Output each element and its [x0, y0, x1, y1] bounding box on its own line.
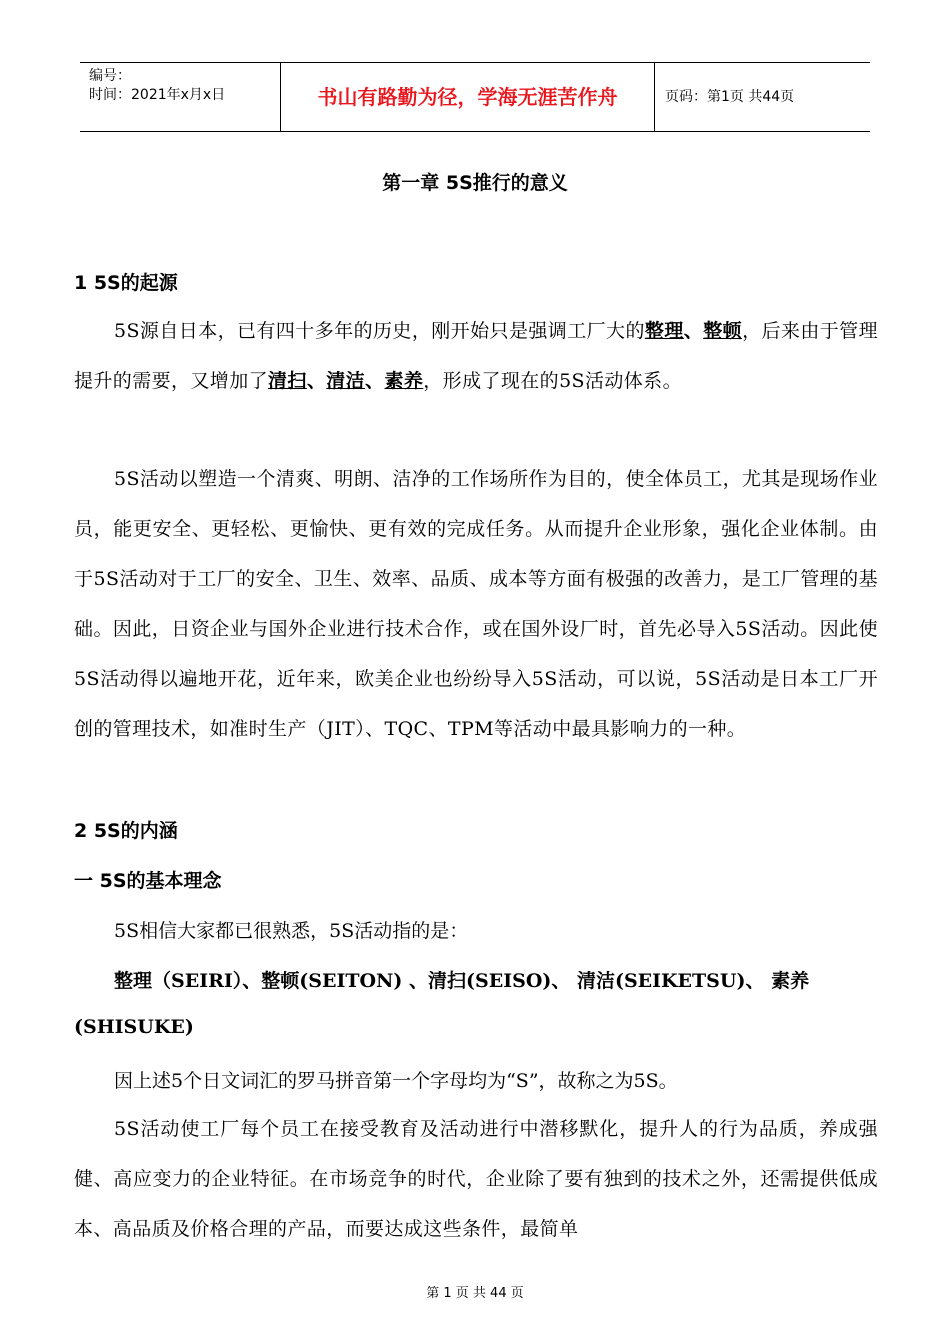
terms-line-2: (SHISUKE)	[74, 1016, 194, 1038]
subsection-heading-basic-concept: 一 5S的基本理念	[74, 870, 222, 892]
term-seiketsu: 清洁	[326, 370, 366, 392]
page-footer: 第 1 页 共 44 页	[426, 1286, 524, 1301]
header-meta-cell	[80, 63, 281, 131]
document-header	[80, 62, 870, 132]
terms-line-1: 整理（SEIRI）、整顿(SEITON) 、清扫(SEISO)、 清洁(SEIKETSU)、 素养	[114, 970, 810, 992]
section-heading-meaning: 2 5S的内涵	[74, 820, 178, 842]
term-shitsuke: 素养	[384, 370, 424, 392]
paragraph-5s-effect: 5S活动使工厂每个员工在接受教育及活动进行中潜移默化，提升人的行为品质，养成强健、高应变力的企业特征。在市场竞争的时代，企业除了要有独到的技术之外，还需提供低成本、高品质及价格合理的产品，而要达成这些条件，最简单	[74, 1118, 878, 1240]
term-seiri: 整理	[644, 320, 684, 342]
header-page-info: 页码：第1页 共44页	[665, 89, 795, 105]
paragraph-5s-intro: 5S相信大家都已很熟悉，5S活动指的是：	[114, 920, 469, 942]
number-label: 编号：	[89, 68, 131, 84]
paragraph-naming: 因上述5个日文词汇的罗马拼音第一个字母均为“S”，故称之为5S。	[114, 1070, 678, 1092]
paragraph-5s-activity: 5S活动以塑造一个清爽、明朗、洁净的工作场所作为目的，使全体员工，尤其是现场作业员，能更安全、更轻松、更愉快、更有效的完成任务。从而提升企业形象，强化企业体制。由于5S活动对于工厂的安全、卫生、效率、品质、成本等方面有极强的改善力，是工厂管理的基础。因此，日资企业与国外企业进行技术合作，或在国外设厂时，首先必导入5S活动。因此使5S活动得以遍地开花，近年来，欧美企业也纷纷导入5S活动，可以说，5S活动是日本工厂开创的管理技术，如准时生产（JIT）、TQC、TPM等活动中最具影响力的一种。	[74, 468, 878, 740]
term-seiso: 清扫	[268, 370, 307, 392]
paragraph-origin: 5S源自日本，已有四十多年的历史，刚开始只是强调工厂大的整理、整顿，后来由于管理提升的需要，又增加了清扫、清洁、素养，形成了现在的5S活动体系。	[74, 320, 878, 392]
chapter-title: 第一章 5S推行的意义	[382, 172, 568, 194]
section-heading-origin: 1 5S的起源	[74, 272, 178, 294]
header-motto: 书山有路勤为径，学海无涯苦作舟	[281, 63, 655, 131]
term-seiton: 整顿	[703, 320, 743, 342]
time-label: 时间：2021年x月x日	[89, 87, 226, 103]
